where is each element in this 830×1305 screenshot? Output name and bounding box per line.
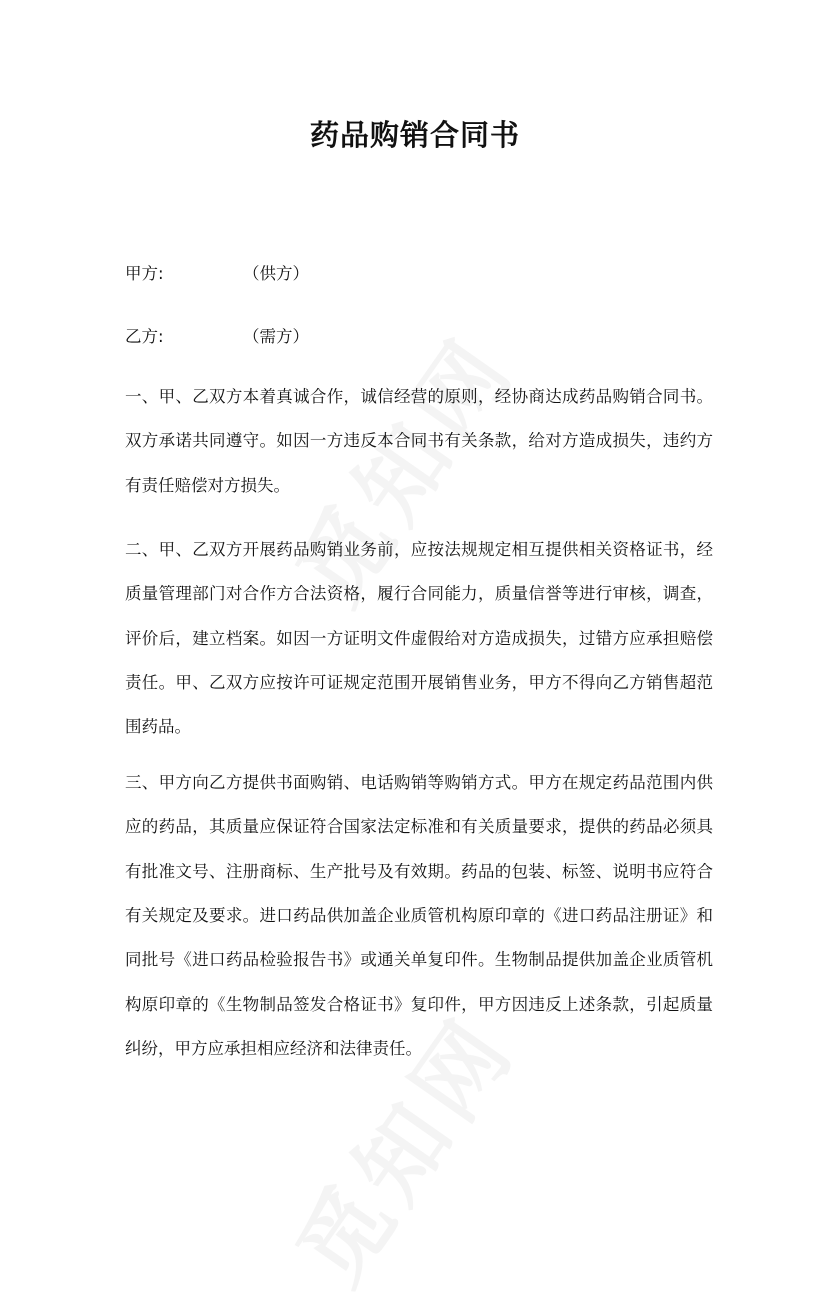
party-a-label: 甲方:	[125, 264, 164, 283]
paragraph-3-line: 三、甲方向乙方提供书面购销、电话购销等购销方式。甲方在规定药品范围内供	[125, 773, 713, 792]
party-b	[125, 323, 309, 347]
paragraph-3-line: 构原印章的《生物制品签发合格证书》复印件，甲方因违反上述条款，引起质量	[125, 994, 713, 1014]
paragraph-2-line: 评价后，建立档案。如因一方证明文件虚假给对方造成损失，过错方应承担赔偿	[125, 628, 713, 648]
paragraph-1-line: 双方承诺共同遵守。如因一方违反本合同书有关条款，给对方造成损失，违约方	[125, 431, 713, 451]
paragraph-3-line: 应的药品，其质量应保证符合国家法定标准和有关质量要求，提供的药品必须具	[125, 817, 713, 837]
party-b-label: 乙方:	[125, 327, 164, 346]
paragraph-3-line: 有关规定及要求。进口药品供加盖企业质管机构原印章的《进口药品注册证》和	[125, 905, 713, 925]
paragraph-2-line: 责任。甲、乙双方应按许可证规定范围开展销售业务，甲方不得向乙方销售超范	[125, 672, 713, 692]
paragraph-3-line: 同批号《进口药品检验报告书》或通关单复印件。生物制品提供加盖企业质管机	[125, 950, 713, 970]
paragraph-2-line: 围药品。	[125, 717, 191, 737]
party-b-role: （需方）	[243, 327, 309, 346]
paragraph-2-line: 质量管理部门对合作方合法资格，履行合同能力，质量信誉等进行审核，调查，	[125, 584, 713, 604]
paragraph-2-line: 二、甲、乙双方开展药品购销业务前，应按法规规定相互提供相关资格证书，经	[125, 540, 713, 559]
paragraph-3-line: 有批准文号、注册商标、生产批号及有效期。药品的包装、标签、说明书应符合	[125, 861, 713, 881]
watermark	[261, 985, 540, 1305]
paragraph-1-line: 一、甲、乙双方本着真诚合作，诚信经营的原则，经协商达成药品购销合同书。	[125, 387, 713, 406]
party-a-role: （供方）	[243, 264, 309, 283]
party-a	[125, 260, 309, 284]
paragraph-3-line: 纠纷，甲方应承担相应经济和法律责任。	[125, 1038, 422, 1058]
watermark	[261, 305, 540, 625]
paragraph-1-line: 有责任赔偿对方损失。	[125, 475, 290, 495]
document-title: 药品购销合同书	[309, 118, 520, 152]
